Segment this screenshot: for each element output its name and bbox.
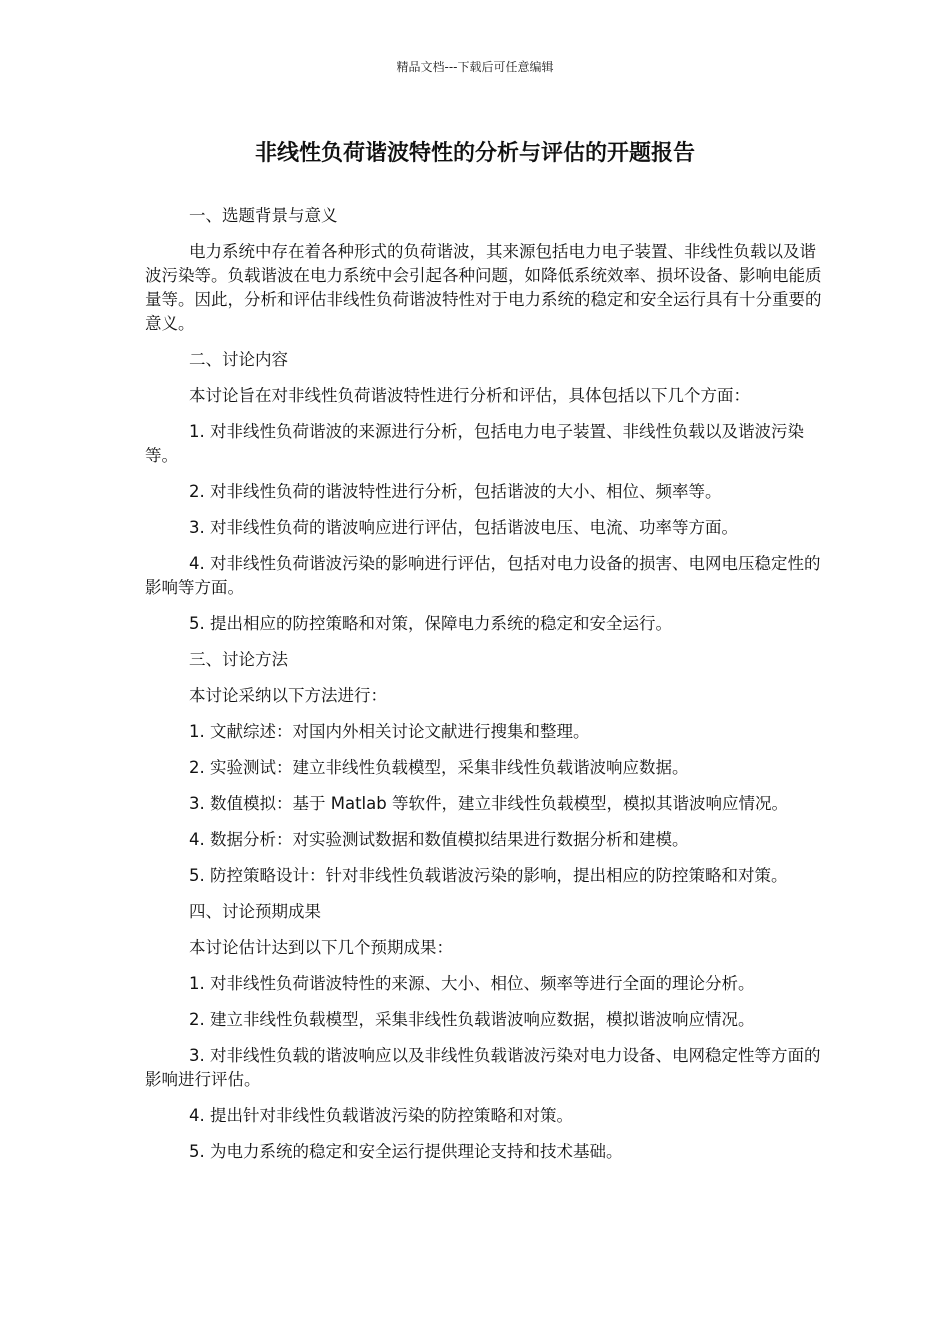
list-item: 1. 对非线性负荷谐波的来源进行分析，包括电力电子装置、非线性负载以及谐波污染等。 [145, 422, 804, 465]
list-item: 2. 建立非线性负载模型，采集非线性负载谐波响应数据，模拟谐波响应情况。 [189, 1010, 755, 1029]
list-item: 3. 对非线性负荷的谐波响应进行评估，包括谐波电压、电流、功率等方面。 [189, 518, 738, 537]
list-item: 1. 文献综述：对国内外相关讨论文献进行搜集和整理。 [189, 722, 590, 741]
section-heading: 四、讨论预期成果 [189, 902, 321, 921]
section-heading: 一、选题背景与意义 [189, 206, 338, 225]
section-expected-results [145, 900, 825, 1164]
list-item: 4. 对非线性负荷谐波污染的影响进行评估，包括对电力设备的损害、电网电压稳定性的影响等方面。 [145, 554, 821, 597]
list-item: 4. 提出针对非线性负载谐波污染的防控策略和对策。 [189, 1106, 573, 1125]
document-body [145, 204, 825, 1176]
list-item: 2. 对非线性负荷的谐波特性进行分析，包括谐波的大小、相位、频率等。 [189, 482, 722, 501]
section-methods [145, 648, 825, 888]
list-item: 2. 实验测试：建立非线性负载模型，采集非线性负载谐波响应数据。 [189, 758, 689, 777]
section-heading: 三、讨论方法 [189, 650, 288, 669]
paragraph: 本讨论采纳以下方法进行： [189, 686, 387, 705]
list-item: 5. 提出相应的防控策略和对策，保障电力系统的稳定和安全运行。 [189, 614, 672, 633]
list-item: 5. 为电力系统的稳定和安全运行提供理论支持和技术基础。 [189, 1142, 623, 1161]
paragraph: 电力系统中存在着各种形式的负荷谐波，其来源包括电力电子装置、非线性负载以及谐波污染等。负载谐波在电力系统中会引起各种问题，如降低系统效率、损坏设备、影响电能质量等。因此，分析和评估非线性负荷谐波特性对于电力系统的稳定和安全运行具有十分重要的意义。 [145, 242, 822, 333]
section-background [145, 204, 825, 336]
paragraph: 本讨论估计达到以下几个预期成果： [189, 938, 453, 957]
list-item: 1. 对非线性负荷谐波特性的来源、大小、相位、频率等进行全面的理论分析。 [189, 974, 755, 993]
page-header: 精品文档---下载后可任意编辑 [396, 60, 554, 74]
section-heading: 二、讨论内容 [189, 350, 288, 369]
list-item: 4. 数据分析：对实验测试数据和数值模拟结果进行数据分析和建模。 [189, 830, 689, 849]
paragraph: 本讨论旨在对非线性负荷谐波特性进行分析和评估，具体包括以下几个方面： [189, 386, 750, 405]
document-title: 非线性负荷谐波特性的分析与评估的开题报告 [254, 141, 695, 166]
list-item: 3. 对非线性负载的谐波响应以及非线性负载谐波污染对电力设备、电网稳定性等方面的影响进行评估。 [145, 1046, 821, 1089]
section-content [145, 348, 825, 636]
list-item: 3. 数值模拟：基于 Matlab 等软件，建立非线性负载模型，模拟其谐波响应情况。 [189, 794, 788, 813]
list-item: 5. 防控策略设计：针对非线性负载谐波污染的影响，提出相应的防控策略和对策。 [189, 866, 788, 885]
